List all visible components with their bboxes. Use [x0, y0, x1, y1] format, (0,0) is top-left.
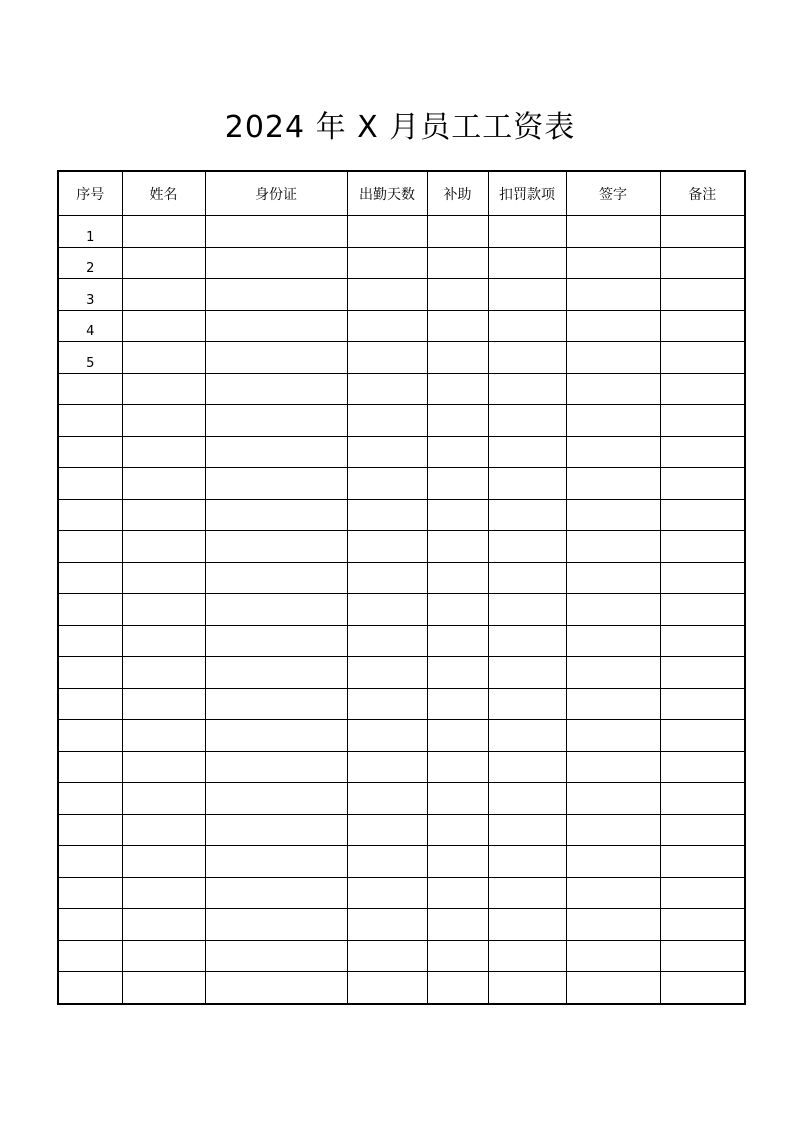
name-cell[interactable] [122, 625, 205, 657]
attendance-days-cell[interactable] [347, 499, 427, 531]
seq-cell [58, 436, 122, 468]
id-number-cell[interactable] [205, 625, 347, 657]
allowance-cell[interactable] [427, 342, 488, 374]
allowance-cell[interactable] [427, 436, 488, 468]
signature-cell[interactable] [566, 436, 660, 468]
header-id-number: 身份证 [205, 171, 347, 216]
remarks-cell[interactable] [660, 562, 745, 594]
name-cell[interactable] [122, 594, 205, 626]
id-number-cell[interactable] [205, 279, 347, 311]
table-row [58, 940, 745, 972]
attendance-days-cell[interactable] [347, 468, 427, 500]
name-cell[interactable] [122, 562, 205, 594]
attendance-days-cell[interactable] [347, 216, 427, 248]
allowance-cell[interactable] [427, 594, 488, 626]
deductions-cell[interactable] [488, 688, 566, 720]
remarks-cell[interactable] [660, 436, 745, 468]
allowance-cell[interactable] [427, 468, 488, 500]
table-row [58, 688, 745, 720]
allowance-cell[interactable] [427, 625, 488, 657]
seq-cell [58, 594, 122, 626]
signature-cell[interactable] [566, 531, 660, 563]
id-number-cell[interactable] [205, 499, 347, 531]
id-number-cell[interactable] [205, 216, 347, 248]
attendance-days-cell[interactable] [347, 814, 427, 846]
name-cell[interactable] [122, 814, 205, 846]
seq-cell [58, 909, 122, 941]
table-row [58, 216, 745, 248]
deductions-cell[interactable] [488, 373, 566, 405]
signature-cell[interactable] [566, 405, 660, 437]
attendance-days-cell[interactable] [347, 909, 427, 941]
remarks-cell[interactable] [660, 625, 745, 657]
id-number-cell[interactable] [205, 468, 347, 500]
table-row [58, 594, 745, 626]
attendance-days-cell[interactable] [347, 531, 427, 563]
signature-cell[interactable] [566, 373, 660, 405]
id-number-cell[interactable] [205, 720, 347, 752]
table-body [58, 216, 745, 1004]
id-number-cell[interactable] [205, 783, 347, 815]
attendance-days-cell[interactable] [347, 688, 427, 720]
header-seq: 序号 [58, 171, 122, 216]
signature-cell[interactable] [566, 751, 660, 783]
allowance-cell[interactable] [427, 216, 488, 248]
deductions-cell[interactable] [488, 531, 566, 563]
header-row [58, 171, 745, 216]
seq-cell [58, 846, 122, 878]
table-row [58, 342, 745, 374]
remarks-cell[interactable] [660, 846, 745, 878]
name-cell[interactable] [122, 909, 205, 941]
name-cell[interactable] [122, 247, 205, 279]
allowance-cell[interactable] [427, 562, 488, 594]
table-row [58, 499, 745, 531]
signature-cell[interactable] [566, 720, 660, 752]
id-number-cell[interactable] [205, 751, 347, 783]
deductions-cell[interactable] [488, 247, 566, 279]
deductions-cell[interactable] [488, 814, 566, 846]
signature-cell[interactable] [566, 342, 660, 374]
seq-cell [58, 814, 122, 846]
allowance-cell[interactable] [427, 247, 488, 279]
signature-cell[interactable] [566, 562, 660, 594]
signature-cell[interactable] [566, 625, 660, 657]
deductions-cell[interactable] [488, 846, 566, 878]
deductions-cell[interactable] [488, 594, 566, 626]
deductions-cell[interactable] [488, 468, 566, 500]
allowance-cell[interactable] [427, 499, 488, 531]
remarks-cell[interactable] [660, 342, 745, 374]
signature-cell[interactable] [566, 688, 660, 720]
id-number-cell[interactable] [205, 310, 347, 342]
table-row [58, 562, 745, 594]
seq-cell [58, 499, 122, 531]
name-cell[interactable] [122, 877, 205, 909]
seq-cell: 3 [58, 279, 122, 311]
id-number-cell[interactable] [205, 562, 347, 594]
attendance-days-cell[interactable] [347, 783, 427, 815]
deductions-cell[interactable] [488, 436, 566, 468]
page-title: 2024 年 X 月员工工资表 [224, 110, 576, 145]
table-row [58, 720, 745, 752]
allowance-cell[interactable] [427, 877, 488, 909]
name-cell[interactable] [122, 499, 205, 531]
remarks-cell[interactable] [660, 405, 745, 437]
name-cell[interactable] [122, 216, 205, 248]
id-number-cell[interactable] [205, 436, 347, 468]
header-signature: 签字 [566, 171, 660, 216]
seq-cell: 4 [58, 310, 122, 342]
allowance-cell[interactable] [427, 940, 488, 972]
allowance-cell[interactable] [427, 846, 488, 878]
id-number-cell[interactable] [205, 909, 347, 941]
allowance-cell[interactable] [427, 688, 488, 720]
seq-cell [58, 531, 122, 563]
seq-cell [58, 468, 122, 500]
deductions-cell[interactable] [488, 972, 566, 1004]
attendance-days-cell[interactable] [347, 751, 427, 783]
seq-cell: 1 [58, 216, 122, 248]
remarks-cell[interactable] [660, 216, 745, 248]
remarks-cell[interactable] [660, 751, 745, 783]
seq-cell [58, 688, 122, 720]
attendance-days-cell[interactable] [347, 436, 427, 468]
seq-cell [58, 625, 122, 657]
table-row [58, 436, 745, 468]
seq-cell [58, 940, 122, 972]
seq-cell [58, 972, 122, 1004]
allowance-cell[interactable] [427, 720, 488, 752]
header-attendance-days: 出勤天数 [347, 171, 427, 216]
remarks-cell[interactable] [660, 972, 745, 1004]
table-row [58, 877, 745, 909]
name-cell[interactable] [122, 657, 205, 689]
name-cell[interactable] [122, 720, 205, 752]
name-cell[interactable] [122, 373, 205, 405]
signature-cell[interactable] [566, 499, 660, 531]
remarks-cell[interactable] [660, 310, 745, 342]
remarks-cell[interactable] [660, 814, 745, 846]
allowance-cell[interactable] [427, 814, 488, 846]
deductions-cell[interactable] [488, 657, 566, 689]
allowance-cell[interactable] [427, 657, 488, 689]
attendance-days-cell[interactable] [347, 247, 427, 279]
allowance-cell[interactable] [427, 279, 488, 311]
header-allowance: 补助 [427, 171, 488, 216]
name-cell[interactable] [122, 436, 205, 468]
allowance-cell[interactable] [427, 373, 488, 405]
remarks-cell[interactable] [660, 499, 745, 531]
id-number-cell[interactable] [205, 814, 347, 846]
id-number-cell[interactable] [205, 688, 347, 720]
remarks-cell[interactable] [660, 247, 745, 279]
deductions-cell[interactable] [488, 720, 566, 752]
attendance-days-cell[interactable] [347, 720, 427, 752]
table-row [58, 846, 745, 878]
deductions-cell[interactable] [488, 342, 566, 374]
table-row [58, 814, 745, 846]
name-cell[interactable] [122, 405, 205, 437]
name-cell[interactable] [122, 342, 205, 374]
seq-cell [58, 751, 122, 783]
seq-cell [58, 720, 122, 752]
signature-cell[interactable] [566, 814, 660, 846]
signature-cell[interactable] [566, 877, 660, 909]
table-row [58, 310, 745, 342]
table-row [58, 279, 745, 311]
table-row [58, 373, 745, 405]
attendance-days-cell[interactable] [347, 279, 427, 311]
id-number-cell[interactable] [205, 940, 347, 972]
remarks-cell[interactable] [660, 688, 745, 720]
deductions-cell[interactable] [488, 499, 566, 531]
header-name: 姓名 [122, 171, 205, 216]
payroll-table [57, 170, 746, 1005]
attendance-days-cell[interactable] [347, 877, 427, 909]
name-cell[interactable] [122, 310, 205, 342]
deductions-cell[interactable] [488, 751, 566, 783]
deductions-cell[interactable] [488, 909, 566, 941]
id-number-cell[interactable] [205, 531, 347, 563]
attendance-days-cell[interactable] [347, 846, 427, 878]
table-row [58, 531, 745, 563]
name-cell[interactable] [122, 940, 205, 972]
attendance-days-cell[interactable] [347, 657, 427, 689]
attendance-days-cell[interactable] [347, 562, 427, 594]
attendance-days-cell[interactable] [347, 594, 427, 626]
seq-cell: 5 [58, 342, 122, 374]
id-number-cell[interactable] [205, 247, 347, 279]
seq-cell [58, 877, 122, 909]
id-number-cell[interactable] [205, 405, 347, 437]
seq-cell [58, 783, 122, 815]
attendance-days-cell[interactable] [347, 625, 427, 657]
deductions-cell[interactable] [488, 625, 566, 657]
attendance-days-cell[interactable] [347, 373, 427, 405]
signature-cell[interactable] [566, 909, 660, 941]
seq-cell [58, 373, 122, 405]
id-number-cell[interactable] [205, 972, 347, 1004]
attendance-days-cell[interactable] [347, 342, 427, 374]
signature-cell[interactable] [566, 940, 660, 972]
remarks-cell[interactable] [660, 594, 745, 626]
name-cell[interactable] [122, 531, 205, 563]
deductions-cell[interactable] [488, 405, 566, 437]
seq-cell: 2 [58, 247, 122, 279]
id-number-cell[interactable] [205, 594, 347, 626]
remarks-cell[interactable] [660, 531, 745, 563]
deductions-cell[interactable] [488, 279, 566, 311]
signature-cell[interactable] [566, 846, 660, 878]
table-row [58, 468, 745, 500]
allowance-cell[interactable] [427, 783, 488, 815]
header-remarks: 备注 [660, 171, 745, 216]
remarks-cell[interactable] [660, 720, 745, 752]
table-row [58, 751, 745, 783]
deductions-cell[interactable] [488, 216, 566, 248]
deductions-cell[interactable] [488, 310, 566, 342]
signature-cell[interactable] [566, 216, 660, 248]
remarks-cell[interactable] [660, 657, 745, 689]
signature-cell[interactable] [566, 247, 660, 279]
name-cell[interactable] [122, 972, 205, 1004]
name-cell[interactable] [122, 751, 205, 783]
attendance-days-cell[interactable] [347, 405, 427, 437]
name-cell[interactable] [122, 279, 205, 311]
name-cell[interactable] [122, 468, 205, 500]
remarks-cell[interactable] [660, 940, 745, 972]
allowance-cell[interactable] [427, 909, 488, 941]
id-number-cell[interactable] [205, 657, 347, 689]
signature-cell[interactable] [566, 468, 660, 500]
table-row [58, 247, 745, 279]
name-cell[interactable] [122, 688, 205, 720]
table-row [58, 657, 745, 689]
header-deductions: 扣罚款项 [488, 171, 566, 216]
name-cell[interactable] [122, 846, 205, 878]
allowance-cell[interactable] [427, 751, 488, 783]
signature-cell[interactable] [566, 279, 660, 311]
remarks-cell[interactable] [660, 279, 745, 311]
signature-cell[interactable] [566, 657, 660, 689]
allowance-cell[interactable] [427, 972, 488, 1004]
signature-cell[interactable] [566, 594, 660, 626]
id-number-cell[interactable] [205, 342, 347, 374]
seq-cell [58, 405, 122, 437]
deductions-cell[interactable] [488, 940, 566, 972]
attendance-days-cell[interactable] [347, 972, 427, 1004]
seq-cell [58, 562, 122, 594]
allowance-cell[interactable] [427, 310, 488, 342]
deductions-cell[interactable] [488, 562, 566, 594]
id-number-cell[interactable] [205, 877, 347, 909]
remarks-cell[interactable] [660, 373, 745, 405]
id-number-cell[interactable] [205, 373, 347, 405]
seq-cell [58, 657, 122, 689]
allowance-cell[interactable] [427, 405, 488, 437]
signature-cell[interactable] [566, 310, 660, 342]
deductions-cell[interactable] [488, 877, 566, 909]
remarks-cell[interactable] [660, 468, 745, 500]
remarks-cell[interactable] [660, 877, 745, 909]
table-row [58, 625, 745, 657]
table-row [58, 783, 745, 815]
signature-cell[interactable] [566, 783, 660, 815]
remarks-cell[interactable] [660, 783, 745, 815]
table-row [58, 909, 745, 941]
allowance-cell[interactable] [427, 531, 488, 563]
attendance-days-cell[interactable] [347, 310, 427, 342]
name-cell[interactable] [122, 783, 205, 815]
deductions-cell[interactable] [488, 783, 566, 815]
remarks-cell[interactable] [660, 909, 745, 941]
signature-cell[interactable] [566, 972, 660, 1004]
table-row [58, 405, 745, 437]
attendance-days-cell[interactable] [347, 940, 427, 972]
id-number-cell[interactable] [205, 846, 347, 878]
table-row [58, 972, 745, 1004]
